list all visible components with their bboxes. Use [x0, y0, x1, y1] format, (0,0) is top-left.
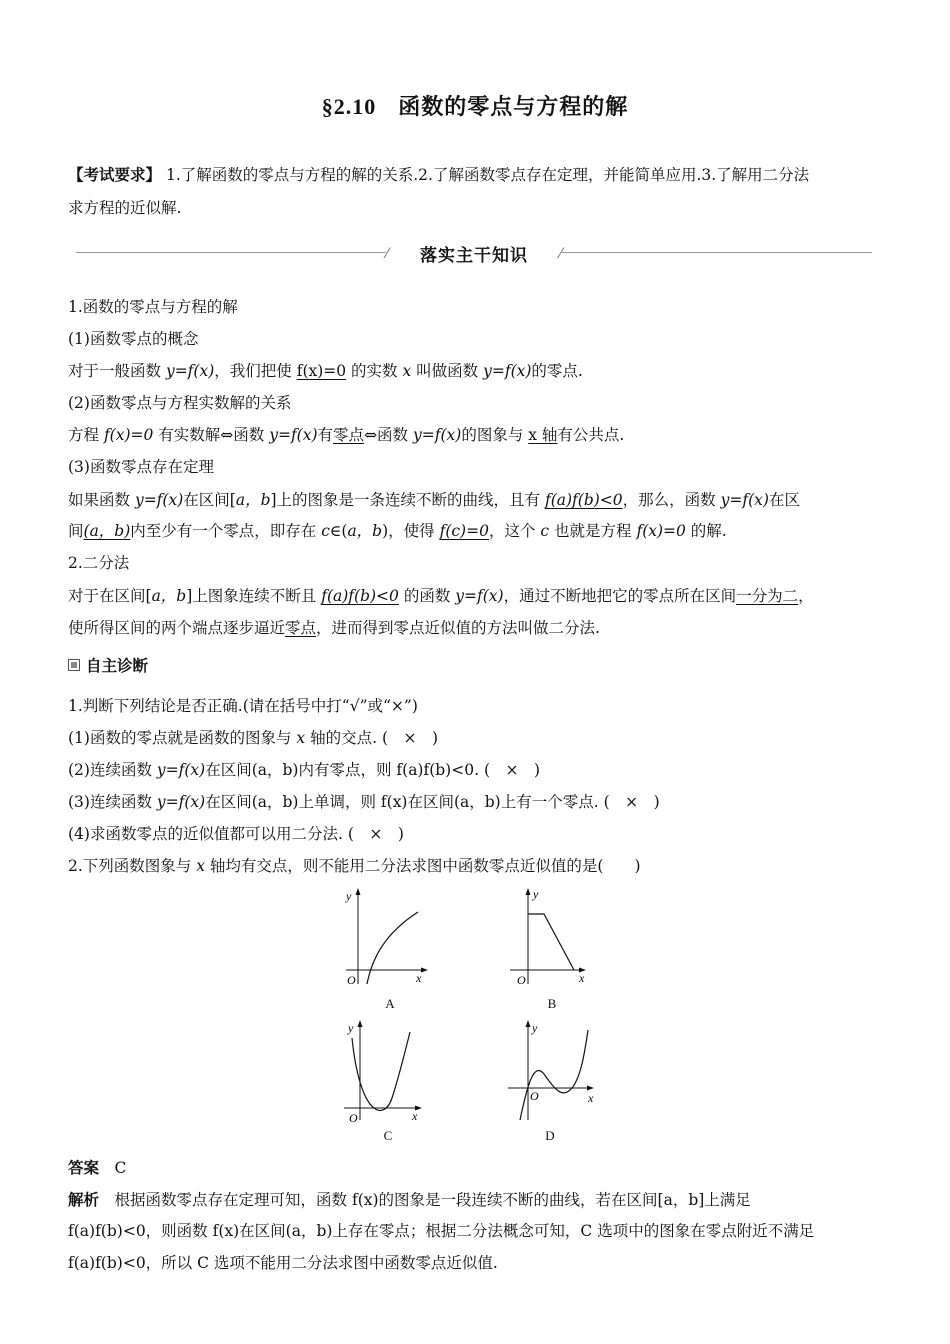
graph-label: A [385, 996, 395, 1011]
knowledge-sub-3: (3)函数零点存在定理 [68, 458, 214, 476]
fill-blank: f(a)f(b)<0 [321, 587, 399, 605]
answer-value: C [114, 1159, 127, 1177]
graph-label: D [545, 1128, 555, 1143]
question-1-item-4: (4)求函数零点的近似值都可以用二分法. ( × ) [68, 825, 404, 843]
answer-mark: ( × ) [347, 825, 404, 843]
analysis-label: 解析 [68, 1191, 100, 1209]
question-1-item-3: (3)连续函数 y=f(x)在区间(a，b)上单调，则 f(x)在区间(a，b)上有一个零点. ( × ) [68, 793, 660, 811]
y-axis-label: y [533, 887, 539, 901]
question-1: 1.判断下列结论是否正确.(请在括号中打“√”或“×”) [68, 697, 418, 715]
answer-label: 答案 [68, 1159, 100, 1177]
graph-b [500, 884, 600, 1011]
analysis-line-2: f(a)f(b)<0，则函数 f(x)在区间(a，b)上存在零点；根据二分法概念可知，C 选项中的图象在零点附近不满足 [68, 1222, 815, 1240]
section-title: 函数的零点与方程的解 [398, 95, 629, 120]
graph-c [336, 1016, 436, 1143]
x-axis-label: x [579, 971, 585, 985]
knowledge-heading-2: 2.二分法 [68, 554, 130, 572]
origin-label: O [530, 1089, 539, 1103]
fill-blank: x 轴 [528, 426, 558, 444]
exam-requirements-line-1 [68, 165, 888, 185]
graph-label: B [547, 996, 557, 1011]
fill-blank: f(c)=0 [439, 522, 489, 540]
knowledge-sub-3-text-1: 如果函数 y=f(x)在区间[a，b]上的图象是一条连续不断的曲线，且有 f(a)f(b)<0，那么，函数 y=f(x)在区 [68, 491, 800, 509]
answer-mark: ( × ) [483, 761, 541, 779]
banner-title: 落实主干知识 [420, 246, 528, 266]
analysis-line-1: 解析 根据函数零点存在定理可知，函数 f(x)的图象是一段连续不断的曲线，若在区间[a，b]上满足 [68, 1191, 751, 1209]
question-1-item-2: (2)连续函数 y=f(x)在区间(a，b)内有零点，则 f(a)f(b)<0. ( × ) [68, 761, 541, 779]
x-axis-label: x [416, 971, 422, 985]
fill-blank: f(x)=0 [296, 362, 347, 380]
graph-a [338, 884, 438, 1011]
fill-blank: 零点 [285, 619, 317, 637]
knowledge-sub-2-text: 方程 f(x)=0 有实数解⇔函数 y=f(x)有零点⇔函数 y=f(x)的图象与 x 轴有公共点. [68, 426, 625, 444]
knowledge-sub-1: (1)函数零点的概念 [68, 330, 199, 348]
graph-label: C [383, 1128, 393, 1143]
bisection-text-2: 使所得区间的两个端点逐步逼近零点，进而得到零点近似值的方法叫做二分法. [68, 619, 600, 637]
x-axis-label: x [412, 1109, 418, 1123]
exam-requirements-line-2: 求方程的近似解. [68, 199, 182, 217]
fill-blank: 零点 [333, 426, 365, 444]
y-axis-label: y [532, 1021, 538, 1035]
analysis-line-3: f(a)f(b)<0，所以 C 选项不能用二分法求图中函数零点近似值. [68, 1254, 498, 1272]
banner-rule-right [562, 252, 872, 253]
origin-label: O [517, 973, 526, 987]
exam-requirements-text: 1.了解函数的零点与方程的解的关系.2.了解函数零点存在定理，并能简单应用.3.了解用二分法 [165, 166, 810, 184]
knowledge-sub-1-text: 对于一般函数 y=f(x)，我们把使 f(x)=0 的实数 x 叫做函数 y=f(x)的零点. [68, 362, 583, 380]
knowledge-sub-3-text-2: 间(a，b)内至少有一个零点，即存在 c∈(a，b)，使得 f(c)=0，这个 c 也就是方程 f(x)=0 的解. [68, 522, 727, 540]
fill-blank: 一分为二 [736, 587, 799, 605]
answer-mark: ( × ) [381, 729, 439, 747]
diagnosis-heading: 自主诊断 [68, 654, 148, 676]
question-2: 2.下列函数图象与 x 轴均有交点，则不能用二分法求图中函数零点近似值的是( ) [68, 857, 641, 875]
origin-label: O [349, 1111, 358, 1125]
knowledge-sub-2: (2)函数零点与方程实数解的关系 [68, 394, 292, 412]
knowledge-heading-1: 1.函数的零点与方程的解 [68, 298, 238, 316]
graph-d [500, 1016, 600, 1143]
answer-line [68, 1158, 888, 1178]
page-title [0, 90, 950, 121]
y-axis-label: y [348, 1021, 354, 1035]
y-axis-label: y [346, 889, 352, 903]
banner-slash-icon-left: ⁄ [386, 246, 389, 262]
answer-mark: ( × ) [603, 793, 660, 811]
question-1-item-1: (1)函数的零点就是函数的图象与 x 轴的交点. ( × ) [68, 729, 439, 747]
origin-label: O [347, 973, 356, 987]
section-number: §2.10 [321, 94, 377, 119]
exam-requirements-label: 【考试要求】 [68, 166, 162, 184]
fill-blank: (a，b) [83, 522, 131, 540]
fill-blank: f(a)f(b)<0 [544, 491, 623, 509]
x-axis-label: x [588, 1091, 594, 1105]
square-icon [68, 659, 80, 671]
section-banner [68, 238, 880, 268]
bisection-text-1: 对于在区间[a，b]上图象连续不断且 f(a)f(b)<0 的函数 y=f(x)，通过不断地把它的零点所在区间一分为二， [68, 587, 814, 605]
banner-slash-icon-right: ⁄ [559, 246, 562, 262]
